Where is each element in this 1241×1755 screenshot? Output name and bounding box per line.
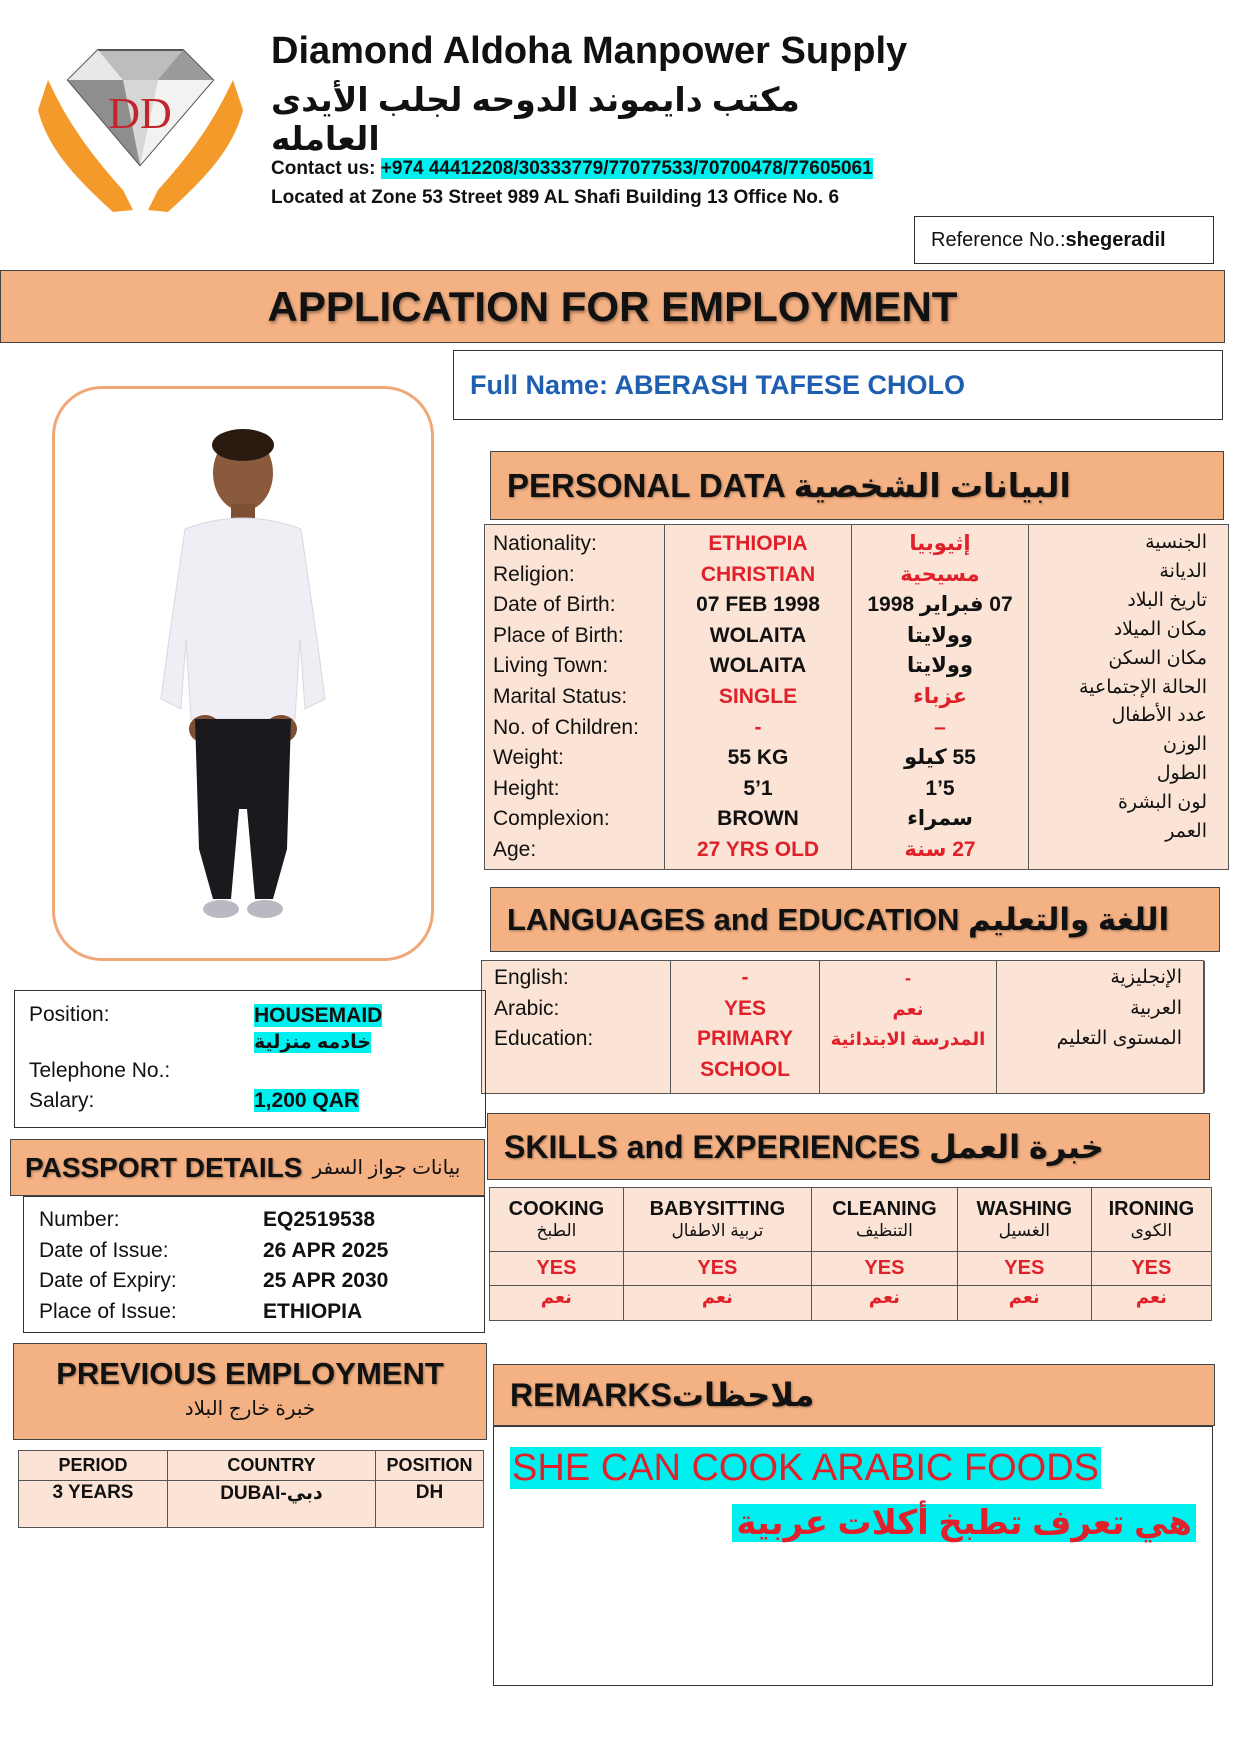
personal-label-arabic: الوزن <box>1162 734 1207 756</box>
passport-place-label: Place of Issue: <box>39 1299 177 1323</box>
personal-label: Height: <box>493 776 560 800</box>
language-value-arabic: المدرسة الابتدائية <box>830 1029 986 1049</box>
personal-value: SINGLE <box>718 684 798 708</box>
passport-values <box>263 1205 388 1327</box>
previous-employment-heading <box>13 1343 487 1440</box>
passport-expiry-value: 25 APR 2030 <box>263 1269 389 1292</box>
skill-header-cell <box>623 1188 811 1252</box>
skills-table <box>489 1187 1212 1320</box>
page-title: APPLICATION FOR EMPLOYMENT <box>267 282 958 330</box>
personal-label-arabic: الحالة الإجتماعية <box>1079 676 1207 698</box>
personal-label-arabic: مكان السكن <box>1108 647 1207 669</box>
prev-position: DH <box>376 1481 484 1528</box>
personal-value-arabic: 55 كيلو <box>904 746 976 770</box>
personal-value-arabic: عزباء <box>913 684 967 708</box>
language-value: PRIMARY SCHOOL <box>696 1027 794 1081</box>
skill-yes-arabic: نعم <box>490 1286 624 1321</box>
remarks-box <box>493 1426 1213 1686</box>
personal-value: WOLAITA <box>709 654 807 678</box>
personal-label-arabic: الديانة <box>1159 560 1207 582</box>
personal-label: Weight: <box>493 746 564 770</box>
personal-value-arabic: 07 فبراير 1998 <box>867 593 1013 617</box>
skill-name-arabic: الكوى <box>1130 1221 1173 1240</box>
skills-heading: SKILLS and EXPERIENCES خبرة العمل <box>487 1113 1210 1180</box>
language-label-arabic: المستوى التعليم <box>1056 1028 1182 1049</box>
personal-value: 27 YRS OLD <box>696 837 820 861</box>
personal-value-arabic: – <box>934 715 946 739</box>
personal-label: Marital Status: <box>493 684 628 708</box>
passport-issue-value: 26 APR 2025 <box>263 1238 389 1262</box>
passport-expiry-label: Date of Expiry: <box>39 1269 177 1292</box>
full-name: Full Name: ABERASH TAFESE CHOLO <box>470 369 966 400</box>
skill-name: CLEANING <box>832 1198 937 1220</box>
skill-yes: YES <box>490 1252 624 1286</box>
language-labels-col <box>482 961 670 1093</box>
reference-box <box>914 216 1214 264</box>
skill-yes: YES <box>623 1252 811 1286</box>
personal-label: Place of Birth: <box>493 623 624 647</box>
passport-place-value: ETHIOPIA <box>263 1299 363 1323</box>
language-values-col <box>670 961 820 1093</box>
personal-label-arabic: لون البشرة <box>1117 792 1207 814</box>
contact-line <box>271 158 873 180</box>
personal-arabic-labels-col <box>1029 525 1229 869</box>
skill-name-arabic: تربية الاطفال <box>671 1221 764 1240</box>
skill-name: IRONING <box>1108 1198 1195 1220</box>
position-value-arabic: خادمه منزلية <box>254 1032 371 1053</box>
personal-label: Religion: <box>493 562 575 586</box>
company-name-arabic: مكتب دايموند الدوحه لجلب الأيدى العامله <box>271 81 800 157</box>
personal-value-arabic: إثيوبيا <box>909 532 971 555</box>
remarks-line-ar-wrap <box>732 1503 1196 1543</box>
skill-name: WASHING <box>976 1198 1073 1220</box>
remarks-heading: REMARKSملاحظات <box>493 1364 1215 1426</box>
skill-yes-arabic: نعم <box>1091 1286 1211 1321</box>
personal-label: Nationality: <box>493 532 597 555</box>
language-arabic-labels-col <box>997 961 1205 1093</box>
logo-letters: DD <box>108 89 172 138</box>
remarks-line-en: SHE CAN COOK ARABIC FOODS <box>512 1447 1099 1489</box>
personal-value: BROWN <box>717 807 799 831</box>
personal-value: 5’1 <box>743 776 773 800</box>
personal-label-arabic: عدد الأطفال <box>1111 705 1207 727</box>
skill-yes: YES <box>811 1252 957 1286</box>
personal-label-arabic: الجنسية <box>1145 532 1207 553</box>
passport-box <box>23 1196 485 1333</box>
personal-label-arabic: مكان الميلاد <box>1113 618 1207 640</box>
telephone-label: Telephone No.: <box>29 1059 171 1082</box>
skill-header-cell <box>490 1188 624 1252</box>
position-value-wrap <box>254 1003 382 1056</box>
previous-heading-en: PREVIOUS EMPLOYMENT <box>56 1356 444 1391</box>
personal-value: 07 FEB 1998 <box>696 593 820 617</box>
skill-yes: YES <box>1091 1252 1211 1286</box>
previous-heading-ar: خبرة خارج البلاد <box>184 1398 316 1420</box>
previous-grid <box>18 1450 484 1528</box>
remarks-line-en-wrap <box>510 1447 1101 1490</box>
languages-heading: LANGUAGES and EDUCATION اللغة والتعليم <box>490 887 1220 952</box>
skill-header-cell <box>957 1188 1091 1252</box>
personal-value-arabic: مسيحية <box>900 562 980 586</box>
skill-header-cell <box>1091 1188 1211 1252</box>
personal-value-arabic: سمراء <box>907 807 973 831</box>
language-value-arabic: نعم <box>892 998 924 1019</box>
personal-label-arabic: تاريخ البلاد <box>1127 589 1207 611</box>
reference-label: Reference No.: <box>931 228 1066 251</box>
passport-issue-label: Date of Issue: <box>39 1238 169 1262</box>
personal-label: No. of Children: <box>493 715 639 739</box>
passport-heading-en: PASSPORT DETAILS <box>25 1151 303 1183</box>
language-label: Education: <box>494 1027 594 1050</box>
passport-heading-ar: بيانات جواز السفر <box>312 1157 461 1179</box>
personal-value: ETHIOPIA <box>708 532 808 555</box>
personal-label: Age: <box>493 837 537 861</box>
salary-value: 1,200 QAR <box>254 1089 360 1112</box>
position-label: Position: <box>29 1003 110 1026</box>
company-logo <box>28 40 253 215</box>
salary-label: Salary: <box>29 1089 95 1112</box>
language-value-arabic: - <box>905 968 911 988</box>
personal-value: 55 KG <box>727 746 789 770</box>
languages-table <box>481 960 1204 1094</box>
position-value: HOUSEMAID <box>254 1004 383 1027</box>
language-value: - <box>741 966 749 989</box>
prev-country: DUBAI-دبي <box>168 1481 376 1528</box>
language-label: Arabic: <box>494 996 560 1020</box>
personal-value: WOLAITA <box>709 623 807 647</box>
personal-data-table <box>484 524 1229 870</box>
skill-yes: YES <box>957 1252 1091 1286</box>
personal-label: Complexion: <box>493 807 610 831</box>
language-arabic-values-col <box>820 961 997 1093</box>
personal-values-col <box>665 525 852 869</box>
col-position: POSITION <box>376 1451 484 1481</box>
skills-grid <box>489 1187 1212 1321</box>
personal-labels-col <box>485 525 665 869</box>
passport-number-value: EQ2519538 <box>263 1208 376 1231</box>
personal-value-arabic: وولايتا <box>906 654 974 678</box>
personal-label-arabic: العمر <box>1165 821 1207 843</box>
company-name: Diamond Aldoha Manpower Supply <box>271 30 908 72</box>
personal-label-arabic: الطول <box>1156 763 1207 785</box>
full-name-box <box>453 350 1223 420</box>
personal-value: - <box>754 715 762 739</box>
language-value: YES <box>723 996 767 1020</box>
office-location: Located at Zone 53 Street 989 AL Shafi Building 13 Office No. 6 <box>271 187 840 208</box>
passport-labels <box>39 1205 177 1327</box>
skill-yes-arabic: نعم <box>957 1286 1091 1321</box>
skill-name-arabic: التنظيف <box>856 1221 913 1240</box>
skill-name: COOKING <box>508 1198 605 1220</box>
skill-yes-arabic: نعم <box>623 1286 811 1321</box>
language-label-arabic: العربية <box>1130 997 1182 1019</box>
position-box <box>14 990 486 1128</box>
personal-value-arabic: وولايتا <box>906 623 974 647</box>
remarks-line-ar: هي تعرف تطبخ أكلات عربية <box>732 1504 1196 1542</box>
applicant-photo <box>52 386 434 961</box>
personal-value-arabic: 5’1 <box>925 776 955 800</box>
personal-value: CHRISTIAN <box>700 562 816 586</box>
personal-arabic-values-col <box>852 525 1029 869</box>
prev-period: 3 YEARS <box>19 1481 168 1528</box>
personal-value-arabic: 27 سنة <box>904 837 976 861</box>
skill-name-arabic: الطبخ <box>536 1221 577 1240</box>
passport-heading <box>10 1139 485 1196</box>
contact-label: Contact us: <box>271 158 376 179</box>
personal-label: Living Town: <box>493 654 609 678</box>
previous-employment-table <box>18 1450 484 1528</box>
col-country: COUNTRY <box>168 1451 376 1481</box>
skill-header-cell <box>811 1188 957 1252</box>
skill-name: BABYSITTING <box>649 1198 786 1220</box>
skill-yes-arabic: نعم <box>811 1286 957 1321</box>
language-label: English: <box>494 966 569 989</box>
personal-data-heading: PERSONAL DATA البيانات الشخصية <box>490 451 1224 520</box>
application-title-bar <box>0 270 1225 343</box>
contact-numbers[interactable]: +974 44412208/30333779/77077533/70700478/77605061 <box>380 158 873 179</box>
reference-value: shegeradil <box>1065 228 1166 251</box>
skill-name-arabic: الغسيل <box>998 1221 1050 1240</box>
language-label-arabic: الإنجليزية <box>1110 967 1182 988</box>
personal-label: Date of Birth: <box>493 593 616 617</box>
salary-value-wrap <box>254 1089 359 1113</box>
col-period: PERIOD <box>19 1451 168 1481</box>
passport-number-label: Number: <box>39 1208 120 1231</box>
